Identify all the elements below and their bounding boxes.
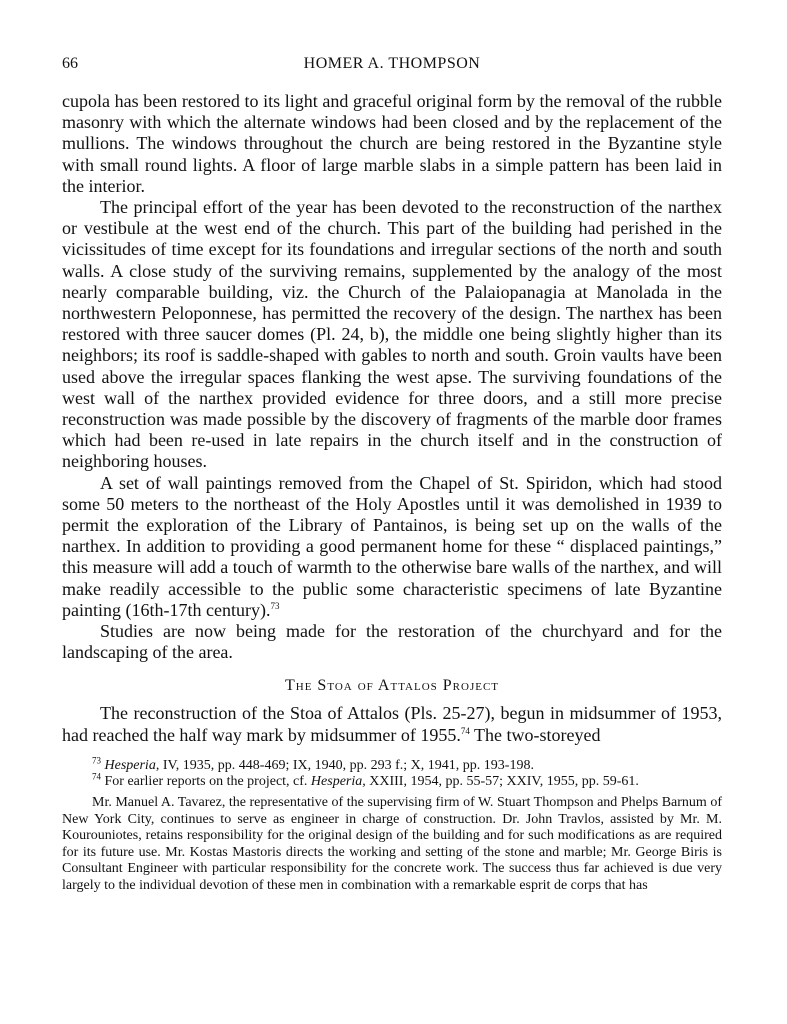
footnote: [62, 755, 722, 775]
footnote-ref: 74: [460, 725, 470, 736]
footnote-paragraph: Mr. Manuel A. Tavarez, the representative of the supervising firm of W. Stuart Thompson and Phelps Barnum of New York City, continues to serve as engineer in charge of construction. Dr. John Travlos, assisted by Mr. M. Kourouniotes, retains responsibility for the original design of the building and for such modifications as are required for its future use. Mr. Kostas Mastoris directs the working and setting of the stone and marble; Mr. George Biris is Consultant Engineer with particular responsibility for the concrete work. The success thus far achieved is due very largely to the individual devotion of these men in combination with a remarkable esprit de corps that has: [62, 795, 722, 894]
footnote-mark: 73: [92, 755, 101, 766]
main-text: [62, 91, 722, 895]
footnotes: [62, 755, 722, 895]
footnote-text: , IV, 1935, pp. 448-469; IX, 1940, pp. 293 f.; X, 1941, pp. 193-198.: [155, 757, 534, 773]
footnote-mark: 74: [92, 771, 101, 782]
footnote: [62, 771, 722, 791]
footnote-text: , XXIII, 1954, pp. 55-57; XXIV, 1955, pp. 59-61.: [362, 774, 639, 790]
journal-title: Hesperia: [104, 757, 156, 773]
footnote-text: For earlier reports on the project, cf.: [104, 774, 311, 790]
body-paragraph: cupola has been restored to its light and graceful original form by the removal of the rubble masonry with which the alternate windows had been closed and by the replacement of the mullions. The windows throughout the church are being restored in the Byzantine style with small round lights. A floor of large marble slabs in a simple pattern has been laid in the interior.: [62, 91, 722, 196]
page-header: [62, 55, 722, 79]
journal-title: Hesperia: [310, 774, 363, 790]
footnote-ref: 73: [270, 600, 280, 611]
paragraph-text: The reconstruction of the Stoa of Attalos (Pls. 25-27), begun in midsummer of 1953, had reached the half way mark by midsummer of 1955.: [62, 703, 722, 745]
section-heading: The Stoa of Attalos Project: [285, 677, 499, 695]
body-paragraph: The principal effort of the year has been devoted to the reconstruction of the narthex or vestibule at the west end of the church. This part of the building had perished in the vicissitudes of time except for its foundations and irregular sections of the north and south walls. A close study of the surviving remains, supplemented by the analogy of the most nearly comparable building, viz. the Church of the Palaiopanagia at Manolada in the northwestern Peloponnese, has permitted the recovery of the design. The narthex has been restored with three saucer domes (Pl. 24, b), the middle one being slightly higher than its neighbors; its roof is saddle-shaped with gables to north and south. Groin vaults have been used above the irregular spaces flanking the west apse. The surviving foundations of the west wall of the narthex provided evidence for three doors, and a still more precise reconstruction was made possible by the discovery of fragments of the marble door frames which had been re-used in late repairs in the church itself and in the construction of neighboring houses.: [62, 197, 722, 472]
paragraph-text: A set of wall paintings removed from the Chapel of St. Spiridon, which had stood some 50 meters to the northeast of the Holy Apostles until it was demolished in 1939 to permit the exploration of the Library of Pantainos, is being set up on the walls of the narthex. In addition to providing a good permanent home for these “ displaced paintings,” this measure will add a touch of warmth to the otherwise bare walls of the narthex, and will make readily accessible to the public some characteristic specimens of late Byzantine painting (16th-17th century).: [62, 472, 722, 620]
body-paragraph: [62, 473, 722, 621]
body-paragraph: [62, 703, 722, 745]
body-paragraph: Studies are now being made for the restoration of the churchyard and for the landscaping of the area.: [62, 621, 722, 663]
page-number: 66: [62, 55, 78, 72]
running-head: HOMER A. THOMPSON: [303, 55, 481, 72]
paragraph-text-tail: The two-storeyed: [469, 724, 601, 745]
